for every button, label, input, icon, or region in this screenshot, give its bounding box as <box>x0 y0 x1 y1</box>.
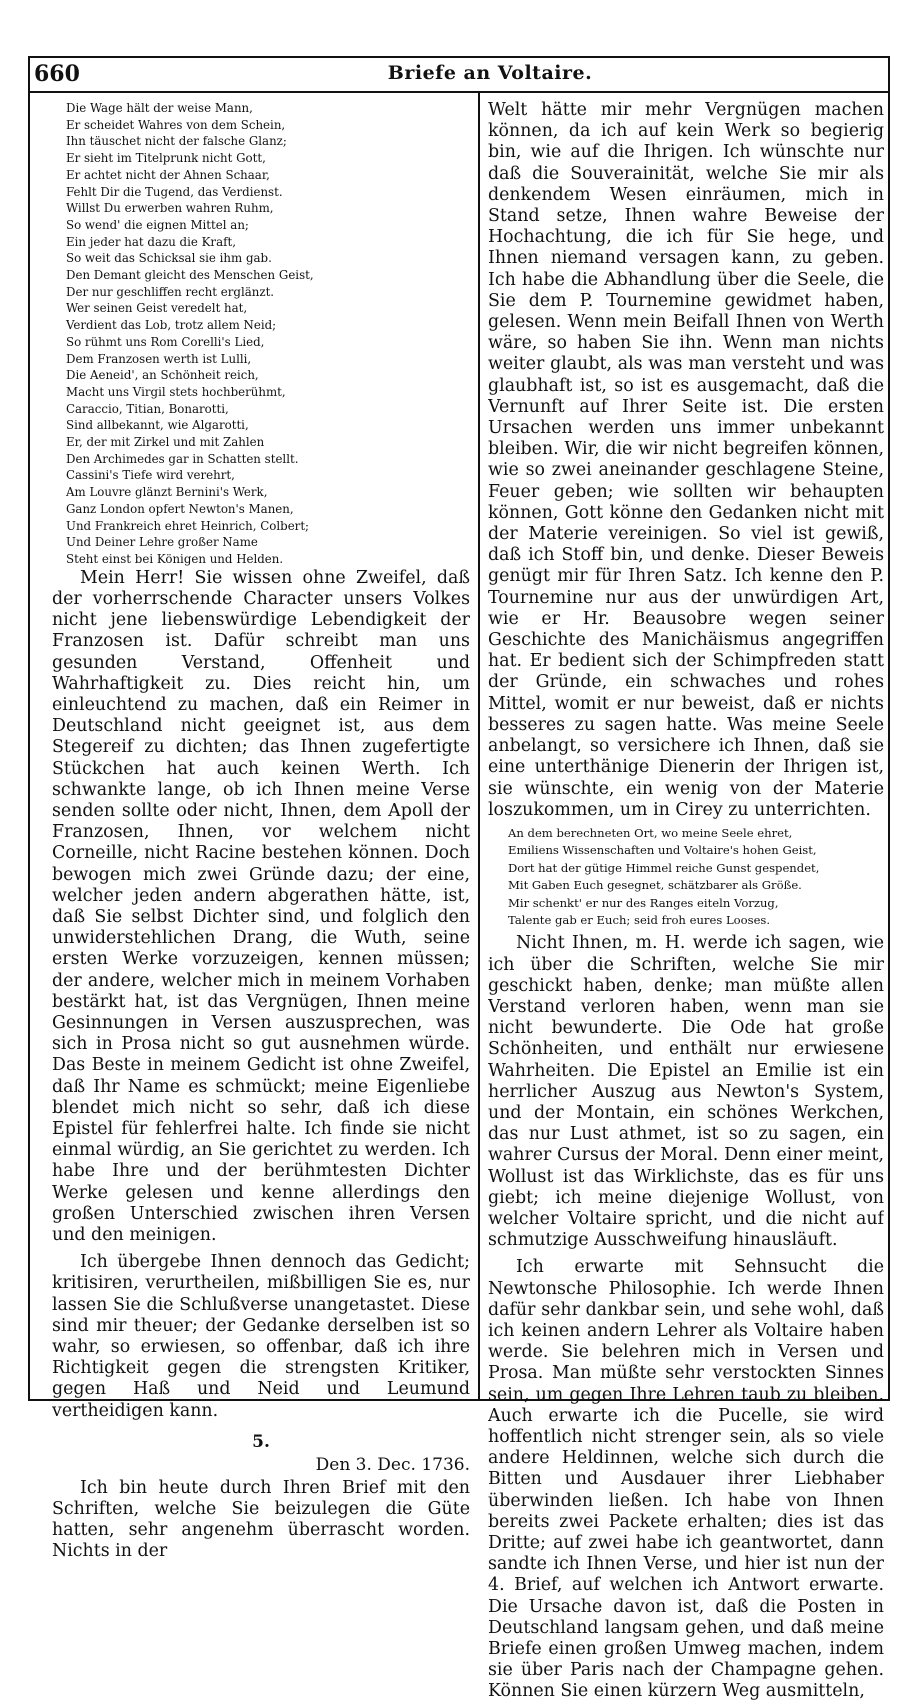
column-divider <box>478 93 480 1399</box>
poem-line: Emiliens Wissenschaften und Voltaire's hohen Geist, <box>508 843 817 858</box>
running-head: Briefe an Voltaire. <box>387 62 593 84</box>
poem-line: Wer seinen Geist veredelt hat, <box>66 301 248 316</box>
poem-stanza <box>508 825 884 929</box>
poem-line: Ihn täuschet nicht der falsche Glanz; <box>66 134 287 149</box>
poem-line: Steht einst bei Königen und Helden. <box>66 551 284 566</box>
letter-paragraph: Ich erwarte mit Sehnsucht die Newtonsche Philosophie. Ich werde Ihnen dafür sehr dankbar sein, und sehe wohl, daß ich keinen andern Lehrer als Voltaire haben werde. Sie belehren mich in Versen und Prosa. Man müßte sehr verstockten Sinnes sein, um gegen Ihre Lehren taub zu bleiben. Auch erwarte ich die Pucelle, sie wird hoffentlich nicht strenger sein, als so viele andere Heldinnen, welche sich durch die Bitten und Ausdauer ihrer Liebhaber überwinden ließen. Ich habe von Ihnen bereits zwei Packete erhalten; dies ist das Dritte; auf zwei habe ich geantwortet, dann sandte ich Ihnen Verse, und hier ist nun der 4. Brief, auf welchen ich Antwort erwarte. Die Ursache davon ist, daß die Posten in Deutschland langsam gehen, und daß meine Briefe einen großen Umweg machen, indem sie über Paris nach der Champagne gehen. Können Sie einen kürzern Weg ausmitteln, <box>488 1257 884 1702</box>
poem-line: Fehlt Dir die Tugend, das Verdienst. <box>66 184 283 199</box>
poem-line: Dem Franzosen werth ist Lulli, <box>66 351 252 366</box>
poem-line: Er achtet nicht der Ahnen Schaar, <box>66 167 270 182</box>
right-column <box>488 100 884 1703</box>
letter-paragraph: Mein Herr! Sie wissen ohne Zweifel, daß der vorherrschende Character unsers Volkes nicht jene liebenswürdige Lebendigkeit der Franzosen ist. Dafür schreibt man uns gesunden Verstand, Offenheit und Wahrhaftigkeit zu. Dies reicht hin, um einleuchtend zu machen, daß ein Reimer in Deutschland nicht geeignet ist, aus dem Stegereif zu dichten; das Ihnen zugefertigte Stückchen hat auch keinen Werth. Ich schwankte lange, ob ich Ihnen meine Verse senden sollte oder nicht, Ihnen, dem Apoll der Franzosen, Ihnen, vor welchem nicht Corneille, nicht Racine bestehen können. Doch bewogen mich zwei Gründe dazu; der eine, welcher jeden andern abgerathen hätte, ist, daß Sie selbst Dichter sind, und folglich den unwiderstehlichen Drang, die Wuth, seine ersten Werke vorzuzeigen, kennen müssen; der andere, welcher mich in meinem Vorhaben bestärkt hat, ist das Vergnügen, Ihnen meine Gesinnungen in Versen auszusprechen, was sich in Prosa nicht so gut ausnehmen würde. Das Beste in meinem Gedicht ist ohne Zweifel, daß Ihr Name es schmückt; meine Eigenliebe blendet mich nicht so sehr, daß ich diese Epistel für fehlerfrei halte. Ich finde sie nicht einmal würdig, an Sie gerichtet zu werden. Ich habe Ihre und der berühmtesten Dichter Werke gelesen und kenne allerdings den großen Unterschied zwischen ihren Versen und den meinigen. <box>52 567 470 1245</box>
header-rule <box>28 91 890 93</box>
left-column <box>52 100 470 1563</box>
poem-line: So wend' die eignen Mittel an; <box>66 217 249 232</box>
section-date: Den 3. Dec. 1736. <box>315 1454 470 1475</box>
poem-line: Ein jeder hat dazu die Kraft, <box>66 234 236 249</box>
poem-line: So weit das Schicksal sie ihm gab. <box>66 251 272 266</box>
poem-line: Talente gab er Euch; seid froh eures Looses. <box>508 912 771 927</box>
section-number: 5. <box>252 1431 270 1452</box>
poem-line: Cassini's Tiefe wird verehrt, <box>66 468 235 483</box>
poem-line: Macht uns Virgil stets hochberühmt, <box>66 384 286 399</box>
letter-paragraph: Ich übergebe Ihnen dennoch das Gedicht; kritisiren, verurtheilen, mißbilligen Sie es, nur lassen Sie die Schlußverse unangetastet. Diese sind mir theuer; der Gedanke derselben ist so wahr, so erwiesen, so offenbar, daß ich ihre Richtigkeit gegen die strengsten Kritiker, gegen Haß und Neid und Leumund vertheidigen kann. <box>52 1252 470 1421</box>
poem-line: Er sieht im Titelprunk nicht Gott, <box>66 151 266 166</box>
poem-line: Er, der mit Zirkel und mit Zahlen <box>66 435 265 450</box>
poem-line: Mir schenkt' er nur des Ranges eiteln Vorzug, <box>508 895 779 910</box>
poem-line: Dort hat der gütige Himmel reiche Gunst gespendet, <box>508 860 820 875</box>
poem-line: Die Aeneid', an Schönheit reich, <box>66 368 259 383</box>
poem-line: Verdient das Lob, trotz allem Neid; <box>66 318 277 333</box>
poem-line: Die Wage hält der weise Mann, <box>66 101 253 115</box>
letter-paragraph: Welt hätte mir mehr Vergnügen machen können, da ich auf kein Werk so begierig bin, wie auf die Ihrigen. Ich wünschte nur daß die Souverainität, welche Sie mir als denkendem Wesen einräumen, mich in Stand setze, Ihnen wahre Beweise der Hochachtung, die ich für Sie hege, und Ihnen niemand versagen kann, zu geben. Ich habe die Abhandlung über die Seele, die Sie dem P. Tournemine gewidmet haben, gelesen. Wenn mein Beifall Ihnen von Werth wäre, so haben Sie ihn. Wenn man nichts weiter glaubt, als was man versteht und was glaubhaft ist, so ist es ausgemacht, daß die Vernunft auf Ihrer Seite ist. Die ersten Ursachen werden uns immer unbekannt bleiben. Wir, die wir nicht begreifen können, wie so zwei aneinander geschlagene Steine, Feuer geben; wie sollten wir behaupten können, Gott könne den Gedanken nicht mit der Materie vereinigen. So viel ist gewiß, daß ich Stoff bin, und denke. Dieser Beweis genügt mir für Ihren Satz. Ich kenne den P. Tournemine nur aus der unwürdigen Art, wie er Hr. Beausobre wegen seiner Geschichte des Manichäismus angegriffen hat. Er bedient sich der Schimpfreden statt der Gründe, ein schwaches und rohes Mittel, womit er nur beweist, daß er nichts besseres zu sagen hatte. Was meine Seele anbelangt, so versichere ich Ihnen, daß sie eine unterthänige Dienerin der Ihrigen ist, sie wünschte, ein wenig von der Materie loszukommen, um in Cirey zu unterrichten. <box>488 100 884 820</box>
poem-line: Ganz London opfert Newton's Manen, <box>66 501 294 516</box>
poem-line: Und Frankreich ehret Heinrich, Colbert; <box>66 518 310 533</box>
poem-line: Den Demant gleicht des Menschen Geist, <box>66 268 314 283</box>
poem-line: So rühmt uns Rom Corelli's Lied, <box>66 334 265 349</box>
poem-stanza <box>66 100 470 568</box>
poem-line: Der nur geschliffen recht erglänzt. <box>66 284 275 299</box>
poem-line: Willst Du erwerben wahren Ruhm, <box>66 201 274 216</box>
letter-paragraph: Nicht Ihnen, m. H. werde ich sagen, wie ich über die Schriften, welche Sie mir geschickt haben, denke; man müßte allen Verstand verloren haben, wenn man sie nicht bewunderte. Die Ode hat große Schönheiten, und enthält nur erwiesene Wahrheiten. Die Epistel an Emilie ist ein herrlicher Auszug aus Newton's System, und der Montain, ein schönes Werkchen, das nur Lust athmet, ist so zu sagen, ein wahrer Cursus der Moral. Denn einer meint, Wollust ist das Wirklichste, das es für uns giebt; ich meine diejenige Wollust, von welcher Voltaire spricht, und die nicht auf schmutzige Ausschweifung hinausläuft. <box>488 933 884 1251</box>
poem-line: Sind allbekannt, wie Algarotti, <box>66 418 249 433</box>
letter-paragraph: Ich bin heute durch Ihren Brief mit den Schriften, welche Sie beizulegen die Güte hatten, sehr angenehm überrascht worden. Nichts in der <box>52 1477 470 1562</box>
poem-line: Am Louvre glänzt Bernini's Werk, <box>66 485 268 500</box>
poem-line: Er scheidet Wahres von dem Schein, <box>66 117 286 132</box>
poem-line: Mit Gaben Euch gesegnet, schätzbarer als Größe. <box>508 878 802 893</box>
poem-line: Den Archimedes gar in Schatten stellt. <box>66 451 299 466</box>
poem-line: Caraccio, Titian, Bonarotti, <box>66 401 229 416</box>
poem-line: An dem berechneten Ort, wo meine Seele ehret, <box>508 825 793 840</box>
page-number: 660 <box>34 61 80 87</box>
poem-line: Und Deiner Lehre großer Name <box>66 535 258 550</box>
